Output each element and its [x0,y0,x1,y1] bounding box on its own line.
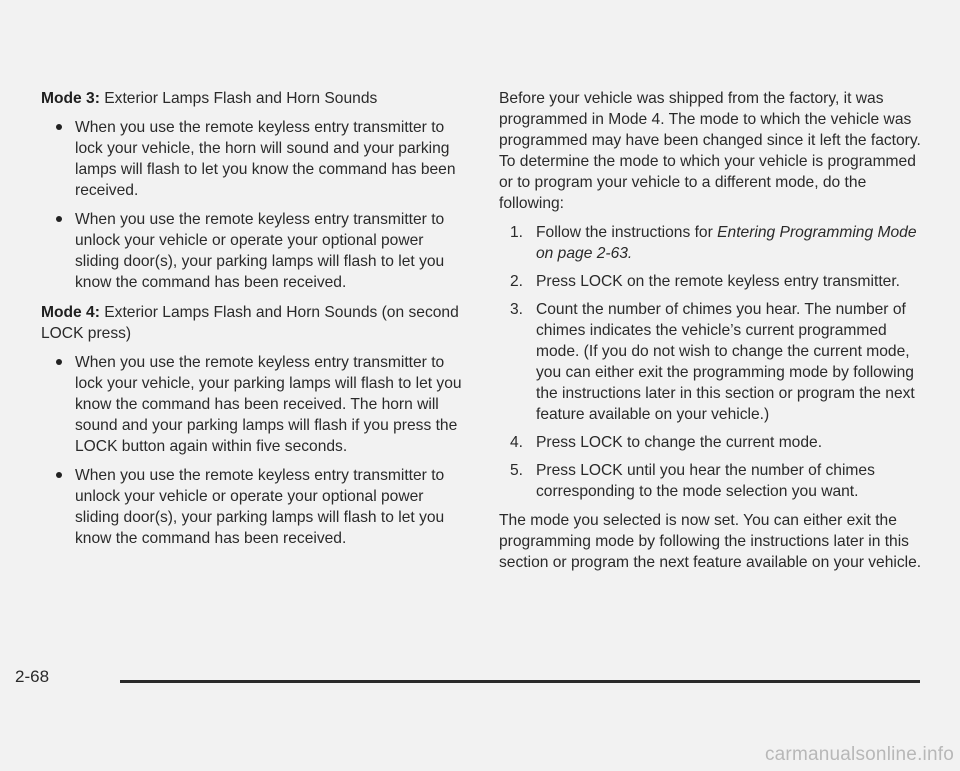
intro-paragraph: Before your vehicle was shipped from the factory, it was programmed in Mode 4. The mode to which the vehicle was programmed may have been changed since it left the factory. To determine the mode to which your vehicle is programmed or to program your vehicle to a different mode, do the following: [499,90,921,212]
bullet-dot-icon [56,124,62,130]
step-3-number: 3. [510,301,524,318]
mode-4-title: Exterior Lamps Flash and Horn Sounds (on second LOCK press) [41,304,459,342]
mode-3-bullet-2 [41,209,465,293]
step-4-text: Press LOCK to change the current mode. [536,434,823,451]
step-5 [499,460,924,502]
step-3-text: Count the number of chimes you hear. The number of chimes indicates the vehicle’s current programmed mode. (If you do not wish to change the current mode, you can either exit the programming mode by following the instructions later in this section or program the next feature available on your vehicle.) [536,301,915,423]
bullet-dot-icon [56,359,62,365]
step-2-number: 2. [510,273,524,290]
step-1-text: Follow the instructions for [536,224,718,241]
mode-3-bullet-2-text: When you use the remote keyless entry transmitter to unlock your vehicle or operate your optional power sliding door(s), your parking lamps will flash to let you know the command has been received. [75,211,445,291]
step-1 [499,222,924,264]
mode-3-heading [41,88,465,109]
mode-4-bullet-list [41,352,465,549]
bullet-dot-icon [56,472,62,478]
step-5-number: 5. [510,462,524,479]
mode-4-bullet-1-text: When you use the remote keyless entry transmitter to lock your vehicle, your parking lamps will flash to let you know the command has been received. The horn will sound and your parking lamps will flash if you press the LOCK button again within five seconds. [75,354,462,455]
step-1-reference: Entering Programming Mode on page 2-63. [536,224,917,262]
footer-rule [120,680,920,683]
mode-4-bullet-1 [41,352,465,457]
step-1-number: 1. [510,224,524,241]
mode-3-label: Mode 3: [41,90,100,107]
mode-3-title: Exterior Lamps Flash and Horn Sounds [99,90,378,107]
mode-4-bullet-2-text: When you use the remote keyless entry transmitter to unlock your vehicle or operate your optional power sliding door(s), your parking lamps will flash to let you know the command has been received. [75,467,445,547]
mode-3-bullet-1-text: When you use the remote keyless entry transmitter to lock your vehicle, the horn will sound and your parking lamps will flash to let you know the command has been received. [75,119,456,199]
left-column [41,88,465,558]
step-2 [499,271,924,292]
mode-4-heading [41,302,465,344]
step-3 [499,299,924,425]
step-4 [499,432,924,453]
programming-steps-list [499,222,924,502]
page-number: 2-68 [15,667,50,686]
right-column [499,88,924,573]
mode-3-bullet-list [41,117,465,293]
step-2-text: Press LOCK on the remote keyless entry transmitter. [536,273,900,290]
site-watermark: carmanualsonline.info [764,744,954,765]
step-5-text: Press LOCK until you hear the number of chimes corresponding to the mode selection you want. [536,462,875,500]
step-4-number: 4. [510,434,524,451]
mode-4-bullet-2 [41,465,465,549]
mode-3-bullet-1 [41,117,465,201]
mode-4-label: Mode 4: [41,304,100,321]
outro-paragraph: The mode you selected is now set. You can either exit the programming mode by following the instructions later in this section or program the next feature available on your vehicle. [499,512,922,571]
bullet-dot-icon [56,216,62,222]
